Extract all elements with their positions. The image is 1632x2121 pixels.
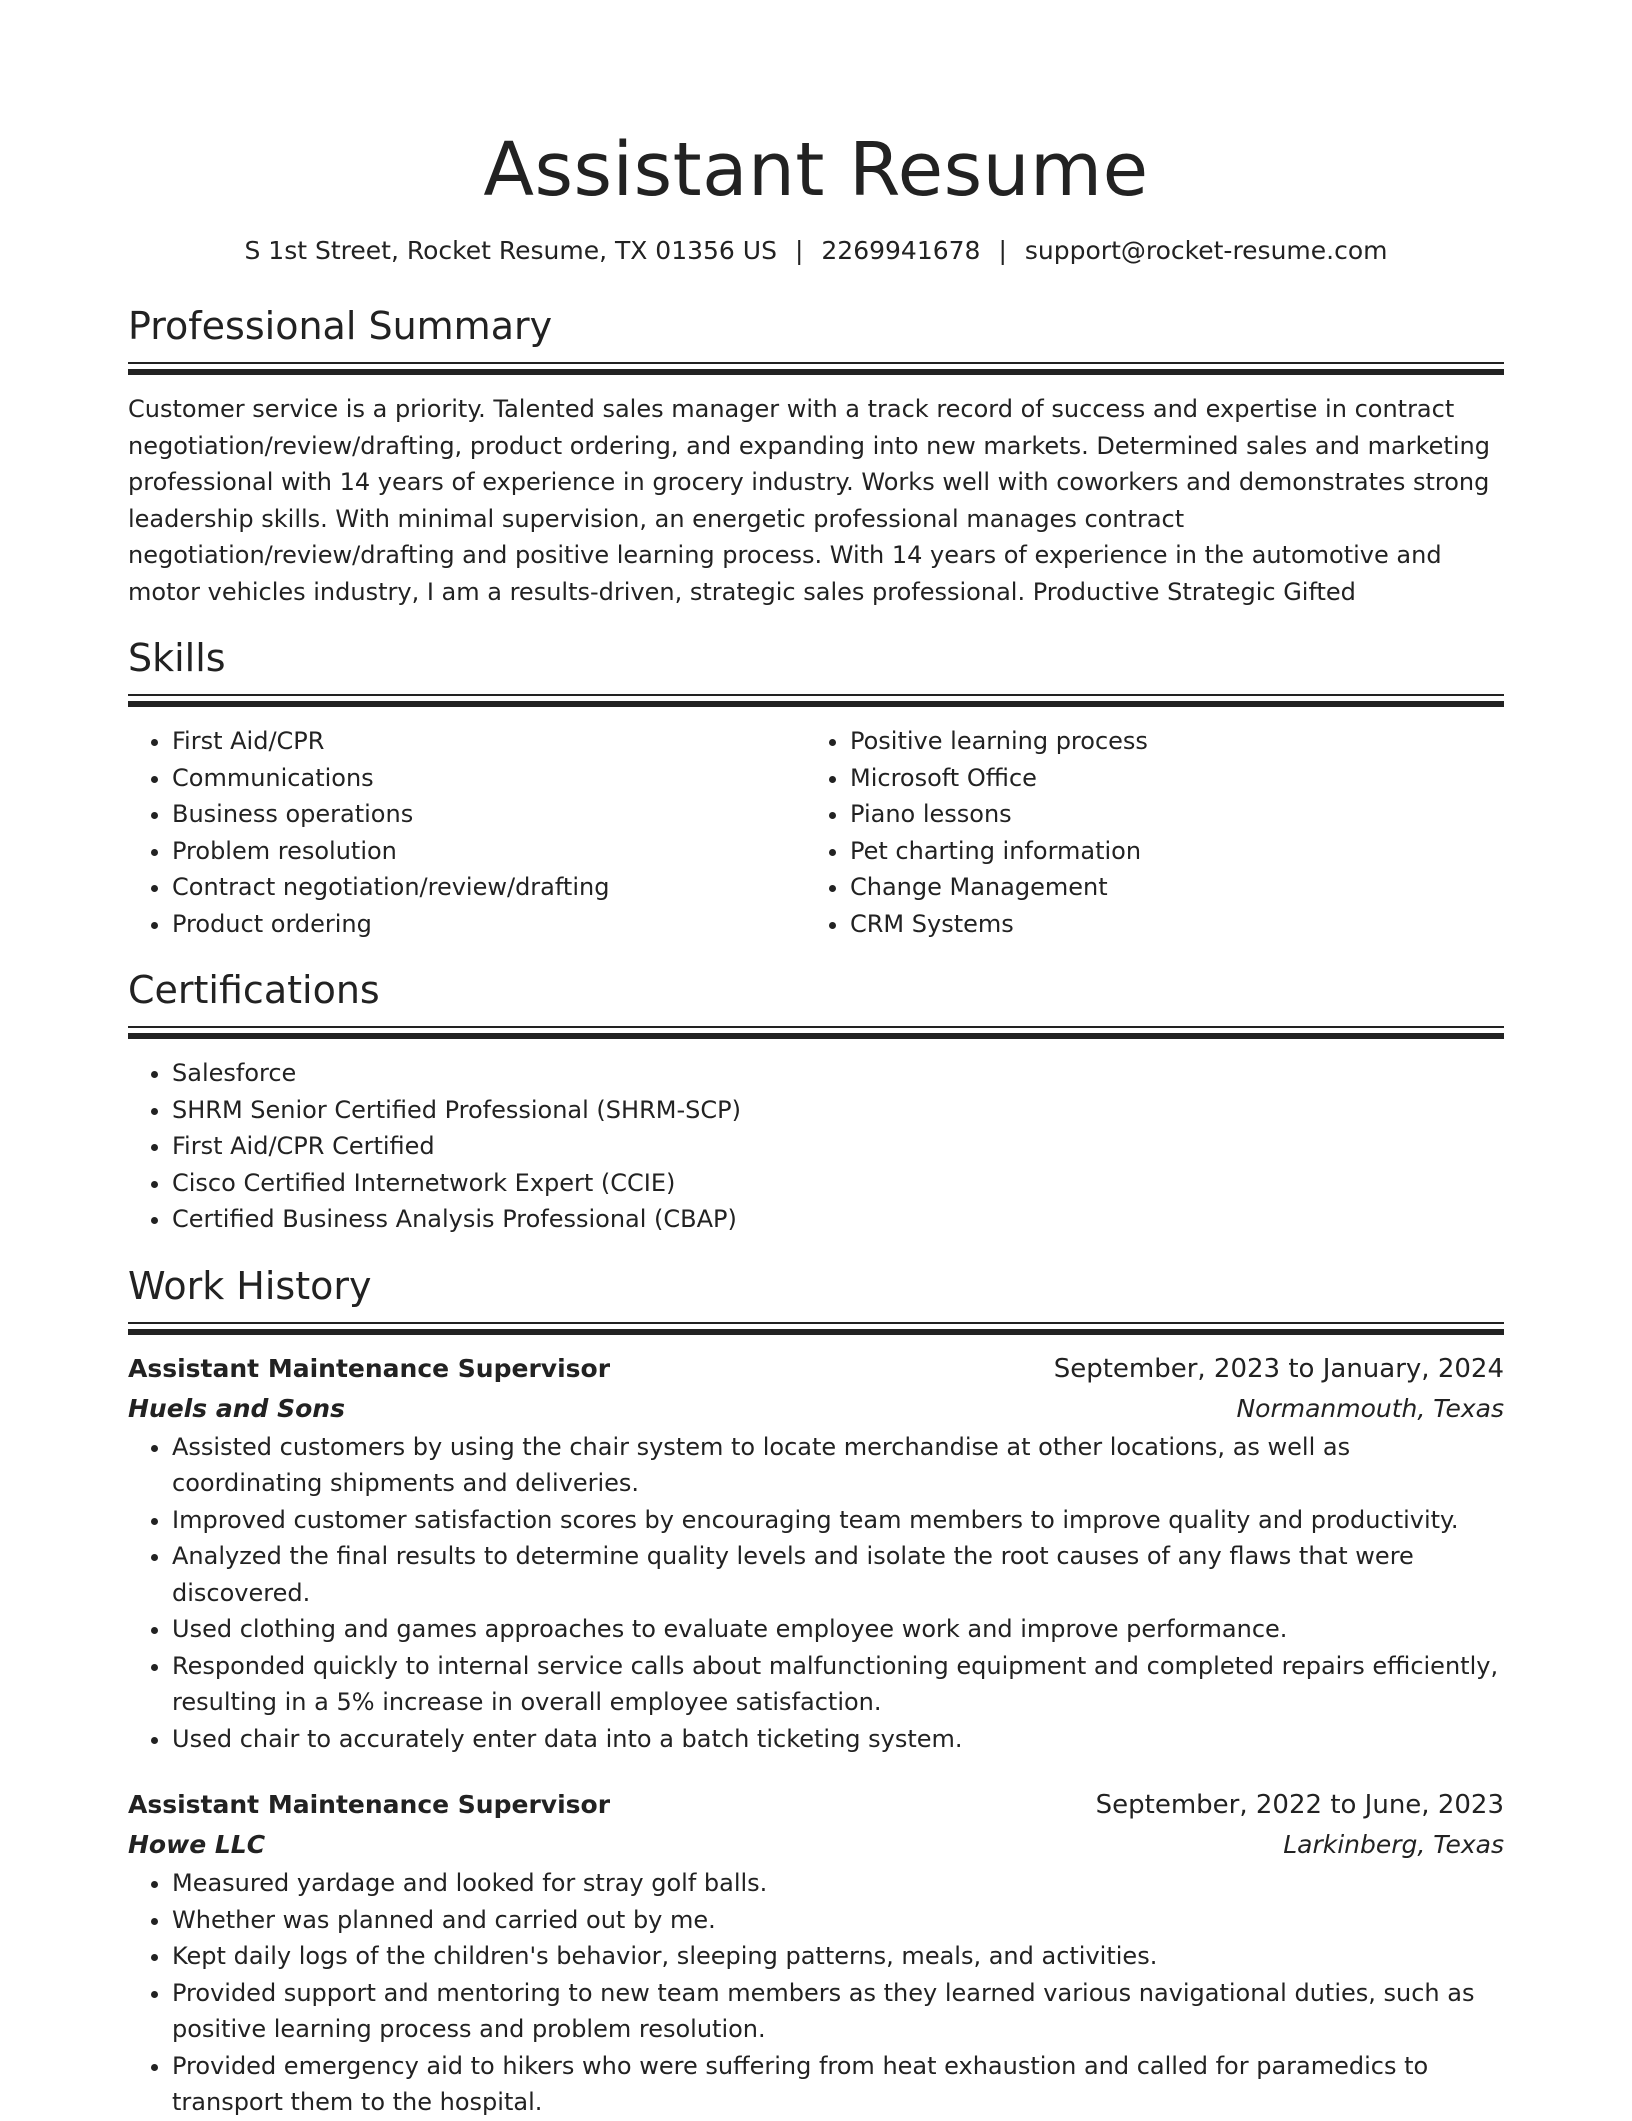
job-subheader (128, 1825, 1504, 1865)
certification-item: • Salesforce (172, 1055, 1504, 1092)
skill-item: • Contract negotiation/review/drafting (172, 869, 806, 906)
job-bullet: • Kept daily logs of the children's behavior, sleeping patterns, meals, and activities. (172, 1938, 1504, 1975)
summary-text: Customer service is a priority. Talented sales manager with a track record of success and expertise in contract negotiation/review/drafting, product ordering, and expanding into new markets. Determined sales and marketing professional with 14 years of experience in grocery industry. Works well with coworkers and demonstrates strong leadership skills. With minimal supervision, an energetic professional manages contract negotiation/review/drafting and positive learning process. With 14 years of experience in the automotive and motor vehicles industry, I am a results-driven, strategic sales professional. Productive Strategic Gifted (128, 395, 1490, 606)
job-location: Normanmouth, Texas (1236, 1393, 1504, 1423)
skill-item: • Pet charting information (850, 833, 1484, 870)
certification-item: • Cisco Certified Internetwork Expert (CCIE) (172, 1165, 1504, 1202)
job-title: Assistant Maintenance Supervisor (128, 1353, 611, 1383)
job-bullet: • Whether was planned and carried out by me. (172, 1902, 1504, 1939)
certification-item: • First Aid/CPR Certified (172, 1128, 1504, 1165)
skill-item: • Business operations (172, 796, 806, 833)
section-title-work-history: Work History (128, 1263, 372, 1308)
skill-item: • First Aid/CPR (172, 723, 806, 760)
certification-item: • SHRM Senior Certified Professional (SHRM-SCP) (172, 1092, 1504, 1129)
job-entry (128, 1785, 1504, 2121)
job-bullet: • Provided emergency aid to hikers who were suffering from heat exhaustion and called for paramedics to transport them to the hospital. (172, 2048, 1504, 2121)
job-bullet: • Used chair to accurately enter data into a batch ticketing system. (172, 1721, 1504, 1758)
skill-item: • Positive learning process (850, 723, 1484, 760)
contact-line (128, 234, 1504, 268)
skill-item: • Microsoft Office (850, 760, 1484, 797)
skill-item: • Change Management (850, 869, 1484, 906)
job-subheader (128, 1389, 1504, 1429)
contact-email: support@rocket-resume.com (1024, 236, 1388, 265)
job-company: Huels and Sons (128, 1393, 345, 1423)
job-header (128, 1349, 1504, 1389)
skill-item: • Piano lessons (850, 796, 1484, 833)
job-bullet: • Analyzed the final results to determine quality levels and isolate the root causes of any flaws that were discovered. (172, 1538, 1504, 1611)
certification-item: • Certified Business Analysis Professional (CBAP) (172, 1201, 1504, 1238)
job-bullets (128, 1429, 1504, 1758)
skill-item: • Product ordering (172, 906, 806, 943)
contact-separator: | (794, 236, 804, 265)
skills-list-left (128, 723, 806, 942)
job-bullet: • Measured yardage and looked for stray golf balls. (172, 1865, 1504, 1902)
job-dates: September, 2022 to June, 2023 (1095, 1790, 1504, 1820)
contact-address: S 1st Street, Rocket Resume, TX 01356 US (244, 236, 777, 265)
resume-title: Assistant Resume (483, 127, 1149, 213)
section-title-certifications: Certifications (128, 968, 380, 1012)
section-divider (128, 1026, 1504, 1039)
resume-page (128, 0, 1504, 2121)
skills-section (128, 632, 1504, 942)
job-entry (128, 1349, 1504, 1758)
skill-item: • Problem resolution (172, 833, 806, 870)
work-history-section (128, 1260, 1504, 2121)
section-divider (128, 362, 1504, 375)
section-title-skills: Skills (128, 636, 226, 680)
skill-item: • Communications (172, 760, 806, 797)
job-title: Assistant Maintenance Supervisor (128, 1790, 611, 1819)
certifications-list (128, 1055, 1504, 1238)
skills-list-right (806, 723, 1484, 942)
job-bullet: • Used clothing and games approaches to evaluate employee work and improve performance. (172, 1611, 1504, 1648)
summary-section (128, 300, 1504, 610)
job-dates: September, 2023 to January, 2024 (1053, 1353, 1504, 1384)
section-title-summary: Professional Summary (128, 304, 553, 348)
skills-columns (128, 723, 1504, 942)
job-location: Larkinberg, Texas (1283, 1830, 1504, 1859)
section-divider (128, 694, 1504, 707)
job-bullet: • Improved customer satisfaction scores by encouraging team members to improve quality and productivity. (172, 1502, 1504, 1539)
job-company: Howe LLC (128, 1830, 266, 1859)
contact-separator: | (998, 236, 1007, 265)
contact-phone: 2269941678 (821, 236, 981, 265)
job-header (128, 1785, 1504, 1825)
job-bullet: • Assisted customers by using the chair system to locate merchandise at other locations, as well as coordinating shipments and deliveries. (172, 1429, 1504, 1502)
job-bullets (128, 1865, 1504, 2121)
skills-column-right (806, 723, 1484, 942)
section-divider (128, 1322, 1504, 1335)
skills-column-left (128, 723, 806, 942)
skill-item: • CRM Systems (850, 906, 1484, 943)
job-bullet: • Provided support and mentoring to new team members as they learned various navigational duties, such as positive learning process and problem resolution. (172, 1975, 1504, 2048)
certifications-section (128, 964, 1504, 1238)
job-bullet: • Responded quickly to internal service calls about malfunctioning equipment and completed repairs efficiently, resulting in a 5% increase in overall employee satisfaction. (172, 1648, 1504, 1721)
